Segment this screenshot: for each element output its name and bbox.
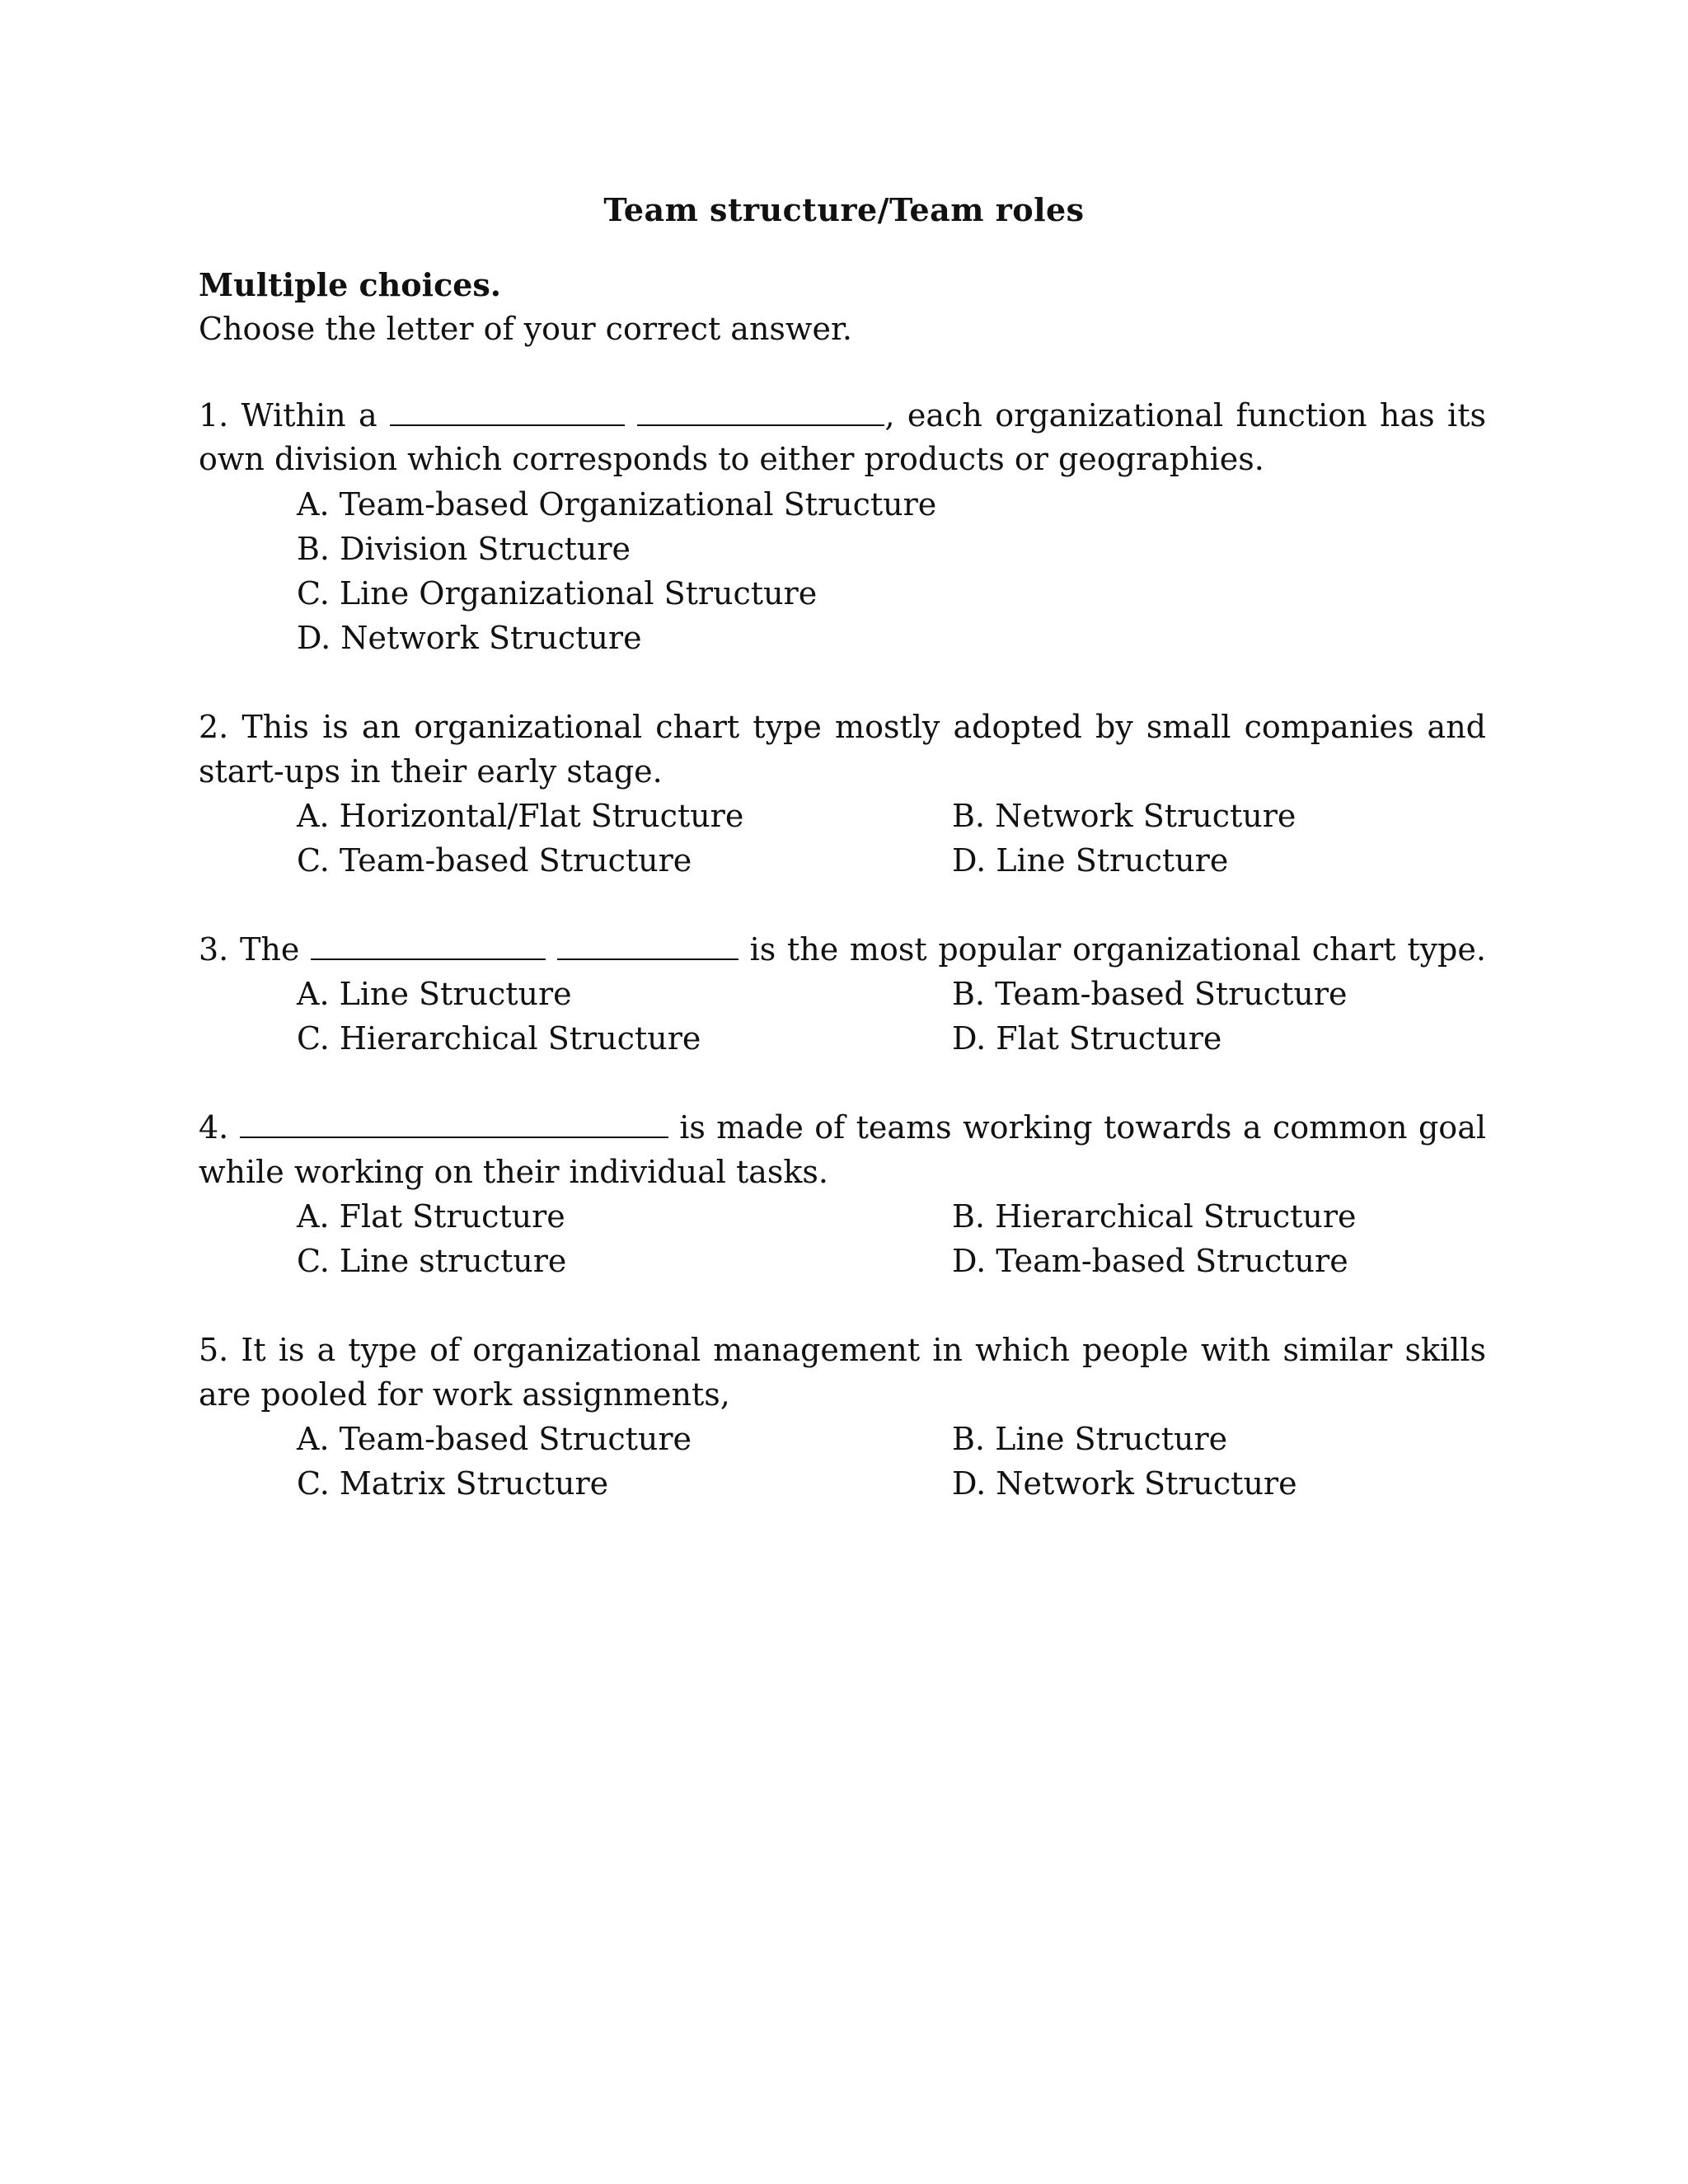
- question-1-stem-line-2: own division which corresponds to either products or geographies.: [199, 441, 1264, 477]
- question-4-stem-part-1: 4.: [199, 1109, 229, 1146]
- question-2-choice-d: D. Line Structure: [952, 842, 1229, 879]
- question-2-choice-c: C. Team-based Structure: [297, 842, 692, 879]
- question-5-choice-a: A. Team-based Structure: [297, 1421, 692, 1457]
- question-3-stem-part-1: 3. The: [199, 931, 300, 968]
- question-4-choice-b: B. Hierarchical Structure: [952, 1198, 1357, 1235]
- question-1-choice-a: A. Team-based Organizational Structure: [297, 486, 937, 523]
- question-1-choice-b: B. Division Structure: [297, 531, 631, 567]
- question-1-stem-part-2: , each organizational function has its: [884, 397, 1486, 434]
- question-4-choice-d: D. Team-based Structure: [952, 1243, 1348, 1279]
- page-title: Team structure/Team roles: [603, 191, 1085, 228]
- question-5-choice-d: D. Network Structure: [952, 1465, 1297, 1502]
- question-4-stem-part-2: is made of teams working towards a common goal: [679, 1109, 1486, 1146]
- question-1-stem-line-1: [199, 397, 1486, 434]
- question-4-choice-a: A. Flat Structure: [297, 1198, 565, 1235]
- question-3-stem-part-2: is the most popular organizational chart type.: [749, 931, 1486, 968]
- question-3-stem-line-1: [199, 931, 1486, 968]
- question-2-stem-line-2: start-ups in their early stage.: [199, 753, 663, 790]
- question-5-choice-b: B. Line Structure: [952, 1421, 1228, 1457]
- question-5-stem-line-2: are pooled for work assignments,: [199, 1376, 730, 1413]
- question-4-stem-line-1: [199, 1109, 1486, 1146]
- question-3-choice-c: C. Hierarchical Structure: [297, 1020, 701, 1057]
- question-1-stem-part-1: 1. Within a: [199, 397, 377, 434]
- section-heading: Multiple choices.: [199, 266, 502, 303]
- question-3-choice-a: A. Line Structure: [297, 976, 572, 1012]
- question-4-stem-line-2: while working on their individual tasks.: [199, 1154, 829, 1190]
- answer-blank: [240, 1112, 668, 1138]
- question-5-choice-c: C. Matrix Structure: [297, 1465, 609, 1502]
- question-3-choice-b: B. Team-based Structure: [952, 976, 1348, 1012]
- question-5-stem-line-1: 5. It is a type of organizational management in which people with similar skills: [199, 1332, 1486, 1368]
- answer-blank: [311, 934, 546, 960]
- question-2-choice-b: B. Network Structure: [952, 798, 1296, 834]
- question-3-choice-d: D. Flat Structure: [952, 1020, 1222, 1057]
- question-1-choice-d: D. Network Structure: [297, 620, 642, 656]
- answer-blank: [637, 400, 884, 426]
- question-4-choice-c: C. Line structure: [297, 1243, 567, 1279]
- answer-blank: [557, 934, 738, 960]
- question-2-stem-line-1: 2. This is an organizational chart type mostly adopted by small companies and: [199, 709, 1486, 745]
- instructions: Choose the letter of your correct answer.: [199, 311, 853, 347]
- answer-blank: [390, 400, 625, 426]
- question-2-choice-a: A. Horizontal/Flat Structure: [297, 798, 744, 834]
- question-1-choice-c: C. Line Organizational Structure: [297, 575, 818, 612]
